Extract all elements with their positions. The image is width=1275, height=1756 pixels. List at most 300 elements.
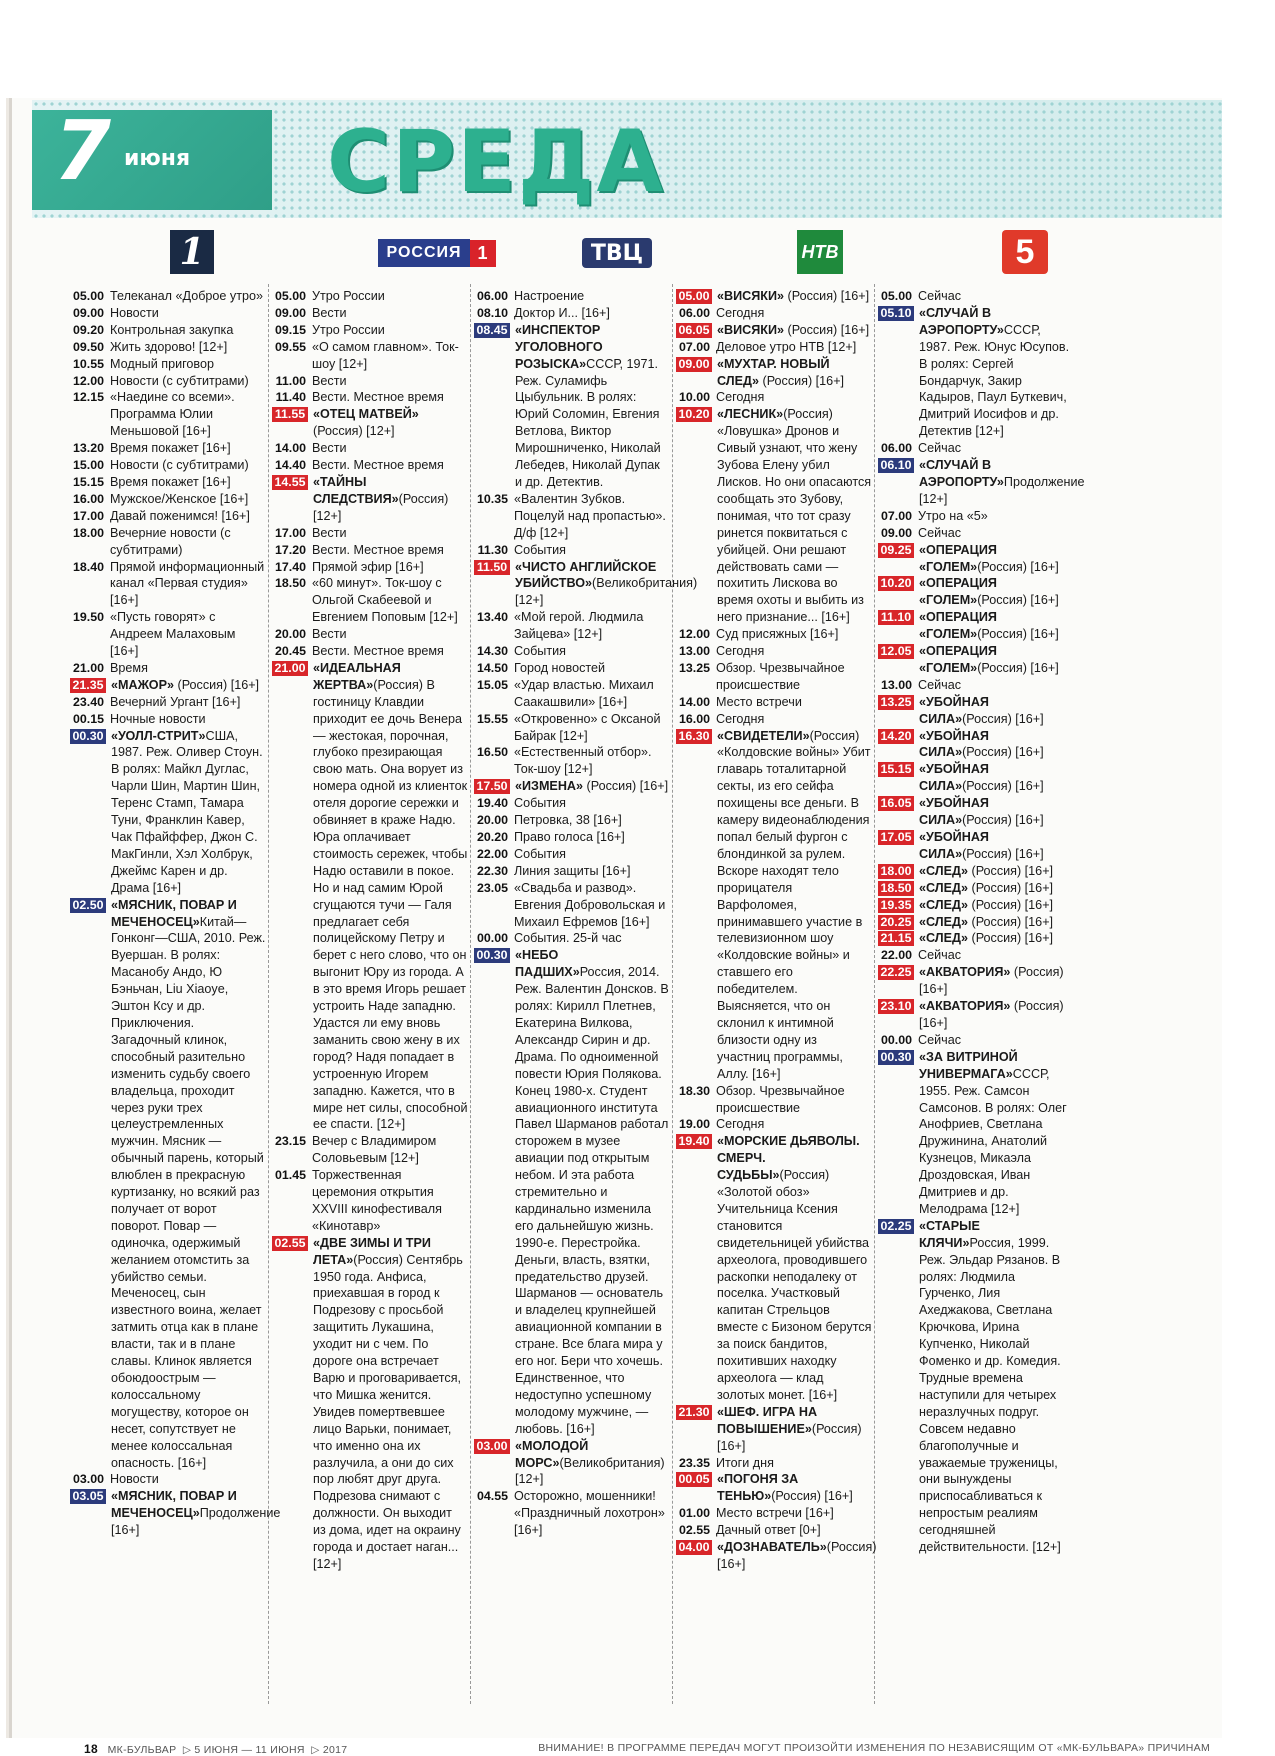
program-time: 06.00 xyxy=(678,305,710,320)
program-info xyxy=(919,1218,1074,1556)
program-description: (Россия) [16+] xyxy=(717,1421,862,1453)
program-info xyxy=(716,626,872,643)
program-entry xyxy=(878,609,1074,643)
program-title: «УБОЙНАЯ СИЛА» xyxy=(919,830,989,861)
program-description: (Россия) [16+] xyxy=(968,931,1054,946)
program-entry xyxy=(474,744,670,778)
program-title: «ОПЕРАЦИЯ «ГОЛЕМ» xyxy=(919,610,997,642)
program-entry xyxy=(272,1133,468,1167)
program-description: Сейчас xyxy=(918,525,961,540)
program-entry xyxy=(878,1032,1074,1049)
program-description: Вечерний Ургант [16+] xyxy=(110,694,241,709)
program-title: «СЛЕД» xyxy=(919,931,968,946)
program-time: 13.20 xyxy=(72,441,104,456)
program-info xyxy=(919,897,1074,914)
program-description: Вести. Местное время xyxy=(312,390,444,405)
program-description: (Россия) [16+] xyxy=(717,1540,877,1571)
rossiya-logo-text: РОССИЯ xyxy=(378,239,469,267)
program-time: 21.15 xyxy=(878,931,914,946)
program-description: Новости (с субтитрами) xyxy=(110,458,249,473)
program-description: Китай—Гонконг—США, 2010. Реж. Вуершан. В ролях: Масанобу Андо, Ю Бэньчан, Liu Xiaoye, Эштон Ксу и др. Приключения. Загадочный клинок, способный разительно изменить судьбу своего владельца, проходит через руки трех целеустремленных мужчин. Мясник — обычный парень, который влюблен в прекрасную куртизанку, но всякий раз получает от ворот поворот. Повар — одиночка, одержимый желанием отомстить за убийство семьи. Меченосец, сын известного воина, желает затмить отца как в плане власти, так и в плане славы. Клинок является обоюдоострым — колоссальному могуществу, которое он несет, сопутствует не менее колоссальная опасность. [16+] xyxy=(111,914,266,1470)
program-entry xyxy=(878,288,1074,305)
program-entry xyxy=(878,508,1074,525)
program-description: События xyxy=(514,846,566,861)
program-info xyxy=(514,930,670,947)
program-info xyxy=(313,660,468,1133)
program-info xyxy=(716,305,872,322)
program-title: «СЛУЧАЙ В АЭРОПОРТУ» xyxy=(919,458,1004,489)
program-time: 01.00 xyxy=(678,1506,710,1521)
program-info xyxy=(717,728,872,1083)
program-info xyxy=(110,389,266,440)
program-entry xyxy=(70,508,266,525)
program-entry xyxy=(878,761,1074,795)
program-time: 08.45 xyxy=(474,323,510,338)
program-description: Новости xyxy=(110,305,159,320)
program-entry xyxy=(676,626,872,643)
program-entry xyxy=(676,660,872,694)
program-description: (Россия) [16+] xyxy=(968,914,1054,929)
program-time: 16.00 xyxy=(72,491,104,506)
program-time: 15.00 xyxy=(72,458,104,473)
program-title: «ТАЙНЫ СЛЕДСТВИЯ» xyxy=(313,474,399,506)
program-time: 06.10 xyxy=(878,458,914,473)
program-info xyxy=(918,677,1074,694)
program-info xyxy=(716,660,872,694)
program-info xyxy=(514,795,670,812)
program-entry xyxy=(474,829,670,846)
program-time: 01.45 xyxy=(274,1168,306,1183)
program-time: 02.25 xyxy=(878,1219,914,1234)
program-info xyxy=(717,288,872,305)
program-entry xyxy=(878,525,1074,542)
program-description: (Россия) [12+] xyxy=(313,491,449,523)
program-info xyxy=(919,829,1074,863)
program-time: 23.05 xyxy=(476,880,508,895)
program-info xyxy=(110,322,266,339)
program-entry xyxy=(878,930,1074,947)
program-description: События xyxy=(514,542,566,557)
program-info xyxy=(515,322,670,491)
program-time: 05.10 xyxy=(878,306,914,321)
program-info xyxy=(919,575,1074,609)
program-entry xyxy=(474,1488,670,1539)
program-title: «МЯСНИК, ПОВАР И МЕЧЕНОСЕЦ» xyxy=(111,897,237,929)
program-entry xyxy=(272,288,468,305)
program-entry xyxy=(474,863,670,880)
program-info xyxy=(514,542,670,559)
program-time: 02.55 xyxy=(272,1236,308,1251)
program-entry xyxy=(676,711,872,728)
program-description: «Удар властью. Михаил Саакашвили» [16+] xyxy=(514,677,654,709)
program-title: «УБОЙНАЯ СИЛА» xyxy=(919,728,989,760)
program-info xyxy=(514,491,670,542)
program-time: 00.30 xyxy=(878,1050,914,1065)
program-time: 09.15 xyxy=(274,322,306,337)
program-description: Прямой эфир [16+] xyxy=(312,559,424,574)
program-description: (Россия) [16+] xyxy=(784,289,870,303)
program-time: 21.00 xyxy=(72,660,104,675)
schedule-column-channel-1 xyxy=(70,288,281,1539)
program-info xyxy=(716,643,872,660)
program-title: «ИНСПЕКТОР УГОЛОВНОГО РОЗЫСКА» xyxy=(515,322,603,371)
program-info xyxy=(919,728,1074,762)
program-entry xyxy=(70,1471,266,1488)
program-info xyxy=(312,525,468,542)
program-entry xyxy=(70,389,266,440)
program-entry xyxy=(676,1133,872,1404)
program-entry xyxy=(878,863,1074,880)
program-description: Прямой информационный канал «Первая студия» [16+] xyxy=(110,559,265,608)
program-description: Вечерние новости (с субтитрами) xyxy=(110,525,231,557)
program-description: Сегодня xyxy=(716,711,765,726)
column-divider xyxy=(268,284,269,1704)
program-info xyxy=(919,914,1074,931)
program-description: Вести. Местное время xyxy=(312,458,444,473)
program-time: 17.00 xyxy=(72,508,104,523)
program-time: 17.40 xyxy=(274,559,306,574)
program-description: (Россия) [16+] xyxy=(174,677,260,692)
program-time: 00.00 xyxy=(880,1032,912,1047)
program-time: 19.40 xyxy=(476,796,508,811)
program-entry xyxy=(878,643,1074,677)
program-info xyxy=(716,339,872,356)
program-info xyxy=(514,829,670,846)
program-info xyxy=(110,660,266,677)
program-description: Сегодня xyxy=(716,390,765,405)
program-time: 23.15 xyxy=(274,1134,306,1149)
program-info xyxy=(312,1167,468,1235)
program-info xyxy=(515,559,698,610)
program-description: Новости (с субтитрами) xyxy=(110,373,249,388)
program-info xyxy=(514,660,670,677)
program-title: «СТАРЫЕ КЛЯЧИ» xyxy=(919,1218,980,1250)
program-description: Время покажет [16+] xyxy=(110,474,231,489)
program-title: «ЛЕСНИК» xyxy=(717,407,784,422)
program-description: Вести xyxy=(312,627,347,642)
program-entry xyxy=(272,305,468,322)
program-description: Место встречи [16+] xyxy=(716,1506,834,1521)
program-description: Сегодня xyxy=(716,1117,765,1132)
program-time: 22.30 xyxy=(476,863,508,878)
program-description: СССР, 1987. Реж. Юнус Юсупов. В ролях: Сергей Бондарчук, Закир Кадыров, Паул Буткевич, Дмитрий Иосифов и др. Детектив [12+] xyxy=(919,322,1070,439)
program-info xyxy=(312,643,468,660)
program-entry xyxy=(676,694,872,711)
program-info xyxy=(110,305,266,322)
program-info xyxy=(717,1133,872,1404)
program-description: Настроение xyxy=(514,289,585,303)
program-info xyxy=(110,491,266,508)
program-time: 10.20 xyxy=(878,576,914,591)
program-title: «ОПЕРАЦИЯ «ГОЛЕМ» xyxy=(919,644,997,675)
program-description: Сейчас xyxy=(918,441,961,456)
program-description: (Россия) [12+] xyxy=(313,424,395,439)
program-entry xyxy=(70,474,266,491)
program-time: 09.00 xyxy=(274,305,306,320)
program-time: 13.25 xyxy=(678,660,710,675)
program-description: Право голоса [16+] xyxy=(514,830,625,844)
program-description: Доктор И... [16+] xyxy=(514,305,610,320)
program-info xyxy=(919,761,1074,795)
program-description: Петровка, 38 [16+] xyxy=(514,813,622,828)
program-info xyxy=(716,1116,872,1133)
program-description: (Россия) [16+] xyxy=(977,660,1059,675)
program-info xyxy=(514,677,670,711)
page-number: 18 xyxy=(84,1742,98,1756)
program-description: (Россия) [16+] xyxy=(784,322,870,337)
program-title: «ВИСЯКИ» xyxy=(717,322,785,337)
column-divider xyxy=(874,284,875,1704)
program-time: 17.00 xyxy=(274,525,306,540)
program-title: «УБОЙНАЯ СИЛА» xyxy=(919,694,989,726)
issue-dates: 5 ИЮНЯ — 11 ИЮНЯ xyxy=(194,1744,305,1756)
program-entry xyxy=(878,880,1074,897)
program-entry xyxy=(272,542,468,559)
program-entry xyxy=(878,305,1074,440)
program-time: 11.00 xyxy=(275,373,306,388)
program-entry xyxy=(474,846,670,863)
program-description: Сегодня xyxy=(716,305,765,320)
program-description: Продолжение [12+] xyxy=(919,474,1085,506)
program-description: Время покажет [16+] xyxy=(110,441,231,456)
program-info xyxy=(312,1133,468,1167)
program-info xyxy=(110,373,266,390)
program-time: 23.10 xyxy=(878,999,914,1014)
program-time: 13.25 xyxy=(878,695,914,710)
program-entry xyxy=(676,356,872,390)
program-entry xyxy=(272,575,468,626)
program-description: Осторожно, мошенники! «Праздничный лохотрон» [16+] xyxy=(514,1489,665,1538)
program-description: (Великобритания) [12+] xyxy=(515,576,698,608)
program-time: 05.00 xyxy=(880,289,912,303)
program-description: Вечер с Владимиром Соловьевым [12+] xyxy=(312,1134,437,1166)
program-info xyxy=(717,322,872,339)
program-time: 20.00 xyxy=(476,813,508,828)
program-time: 06.00 xyxy=(880,441,912,456)
program-title: «ОТЕЦ МАТВЕЙ» xyxy=(313,407,419,422)
program-description: Давай поженимся! [16+] xyxy=(110,508,250,523)
program-description: Жить здорово! [12+] xyxy=(110,339,228,354)
program-info xyxy=(717,1404,872,1455)
program-time: 11.40 xyxy=(275,390,306,405)
program-time: 11.30 xyxy=(477,542,508,557)
program-info xyxy=(111,677,266,694)
program-info xyxy=(312,559,468,576)
program-entry xyxy=(474,491,670,542)
program-entry xyxy=(70,373,266,390)
program-info xyxy=(919,305,1074,440)
program-info xyxy=(110,288,266,305)
program-time: 03.00 xyxy=(72,1472,104,1487)
program-time: 11.50 xyxy=(474,560,510,575)
program-entry xyxy=(70,288,266,305)
program-time: 02.55 xyxy=(678,1523,710,1538)
program-info xyxy=(919,863,1074,880)
program-entry xyxy=(70,897,266,1472)
program-info xyxy=(717,356,872,390)
program-description: Новости xyxy=(110,1472,159,1487)
program-time: 22.00 xyxy=(476,846,508,861)
program-info xyxy=(312,389,468,406)
program-time: 23.40 xyxy=(72,694,104,709)
program-entry xyxy=(676,1539,877,1573)
newspaper-page xyxy=(12,98,1222,1756)
program-title: «ПОГОНЯ ЗА ТЕНЬЮ» xyxy=(717,1472,799,1504)
program-time: 14.00 xyxy=(274,441,306,456)
program-info xyxy=(312,288,468,305)
program-title: «ВИСЯКИ» xyxy=(717,289,785,303)
program-time: 05.00 xyxy=(72,289,104,303)
program-title: «УОЛЛ-СТРИТ» xyxy=(111,728,206,743)
program-info xyxy=(514,880,670,931)
program-time: 04.55 xyxy=(476,1489,508,1504)
program-entry xyxy=(70,525,266,559)
program-info xyxy=(515,1438,670,1489)
program-description: «Свадьба и развод». Евгения Добровольская и Михаил Ефремов [16+] xyxy=(514,880,666,929)
program-info xyxy=(110,457,266,474)
program-entry xyxy=(474,778,670,795)
program-description: «О самом главном». Ток-шоу [12+] xyxy=(312,339,459,371)
column-divider xyxy=(672,284,673,1704)
program-description: Обзор. Чрезвычайное происшествие xyxy=(716,660,845,692)
program-description: (Россия) [16+] xyxy=(977,627,1059,642)
program-title: «ОПЕРАЦИЯ «ГОЛЕМ» xyxy=(919,576,997,608)
program-info xyxy=(919,1049,1074,1218)
program-time: 18.00 xyxy=(878,864,914,879)
program-info xyxy=(716,694,872,711)
program-time: 15.15 xyxy=(878,762,914,777)
program-entry xyxy=(474,609,670,643)
program-title: «НЕБО ПАДШИХ» xyxy=(515,948,580,980)
program-description: Сегодня xyxy=(716,644,765,659)
program-title: «ИЗМЕНА» xyxy=(515,779,584,794)
program-entry xyxy=(676,1522,872,1539)
program-title: «УБОЙНАЯ СИЛА» xyxy=(919,762,989,794)
changes-notice: ВНИМАНИЕ! В ПРОГРАММЕ ПЕРЕДАЧ МОГУТ ПРОИЗОЙТИ ИЗМЕНЕНИЯ ПО НЕЗАВИСЯЩИМ ОТ «МК-БУЛЬВАРА» ПРИЧИНАМ xyxy=(538,1742,1210,1754)
program-info xyxy=(312,440,468,457)
program-entry xyxy=(70,711,266,728)
program-entry xyxy=(676,1116,872,1133)
program-entry xyxy=(676,288,872,305)
program-time: 21.30 xyxy=(676,1405,712,1420)
program-description: Вести xyxy=(312,441,347,456)
program-title: «АКВАТОРИЯ» xyxy=(919,965,1011,980)
program-info xyxy=(919,542,1074,576)
program-info xyxy=(514,863,670,880)
program-entry xyxy=(70,1488,281,1539)
program-time: 17.50 xyxy=(474,779,510,794)
program-time: 21.00 xyxy=(272,661,308,676)
program-description: События. 25-й час xyxy=(514,931,622,946)
program-info xyxy=(313,406,468,440)
program-time: 09.20 xyxy=(72,322,104,337)
program-description: Суд присяжных [16+] xyxy=(716,627,839,642)
program-info xyxy=(110,694,266,711)
program-info xyxy=(514,812,670,829)
program-info xyxy=(919,457,1085,508)
program-time: 23.35 xyxy=(678,1455,710,1470)
program-description: Торжественная церемония открытия XXVIII кинофестиваля «Кинотавр» xyxy=(312,1168,442,1233)
program-description: «Мой герой. Людмила Зайцева» [12+] xyxy=(514,610,644,642)
page-footer: 18 МК-БУЛЬВАР ▷ 5 ИЮНЯ — 11 ИЮНЯ ▷ 2017 ВНИМАНИЕ! В ПРОГРАММЕ ПЕРЕДАЧ МОГУТ ПРОИЗОЙТИ ИЗМЕНЕНИЯ ПО НЕЗАВИСЯЩИМ ОТ «МК-БУЛЬВАРА» ПРИЧИНАМ xyxy=(84,1742,1210,1756)
program-description: (Великобритания) [12+] xyxy=(515,1455,665,1487)
program-entry xyxy=(272,440,468,457)
program-info xyxy=(110,711,266,728)
program-time: 17.05 xyxy=(878,830,914,845)
program-entry xyxy=(272,457,468,474)
program-description: (Россия) Сентябрь 1950 года. Анфиса, приехавшая в город к Подрезову с просьбой защитить Лукашина, уходит ни с чем. По дороге она встречает Варю и проговаривается, что Мишка женится. Увидев помертвевшее лицо Варьки, понимает, что именно она их разлучила, а они до сих пор любят друг друга. Подрезова снимают с должности. Он выходит из дома, идет на окраину города и достает наган... [12+] xyxy=(313,1252,463,1571)
program-title: «СВИДЕТЕЛИ» xyxy=(717,728,810,743)
day-title: СРЕДА xyxy=(327,112,666,212)
program-info xyxy=(313,1235,468,1573)
program-time: 14.20 xyxy=(878,729,914,744)
program-info xyxy=(919,964,1074,998)
program-description: Место встречи xyxy=(716,694,802,709)
program-info xyxy=(312,339,468,373)
program-entry xyxy=(474,305,670,322)
channel-rossiya1-logo-icon xyxy=(372,238,502,268)
program-description: Вести. Местное время xyxy=(312,644,444,659)
program-time: 00.30 xyxy=(70,729,106,744)
program-info xyxy=(717,1471,872,1505)
program-time: 14.50 xyxy=(476,660,508,675)
program-description: Сейчас xyxy=(918,1032,961,1047)
program-title: «ОПЕРАЦИЯ «ГОЛЕМ» xyxy=(919,542,997,574)
program-info xyxy=(110,339,266,356)
program-entry xyxy=(474,711,670,745)
program-info xyxy=(919,880,1074,897)
program-info xyxy=(312,322,468,339)
program-time: 19.50 xyxy=(72,610,104,625)
program-time: 20.00 xyxy=(274,627,306,642)
program-time: 06.00 xyxy=(476,289,508,303)
program-info xyxy=(716,711,872,728)
program-entry xyxy=(474,880,670,931)
program-entry xyxy=(70,356,266,373)
program-title: «ЧИСТО АНГЛИЙСКОЕ УБИЙСТВО» xyxy=(515,559,657,591)
program-entry xyxy=(474,542,670,559)
program-entry xyxy=(878,829,1074,863)
program-description: СССР, 1971. Реж. Суламифь Цыбульник. В ролях: Юрий Соломин, Евгения Ветлова, Виктор Мирошниченко, Николай Лебедев, Николай Дупак и др. Детектив. xyxy=(515,356,661,489)
date-month: июня xyxy=(124,146,191,171)
program-description: «60 минут». Ток-шоу с Ольгой Скабеевой и Евгением Поповым [12+] xyxy=(312,576,458,625)
program-time: 10.00 xyxy=(678,390,710,405)
program-time: 16.30 xyxy=(676,729,712,744)
program-entry xyxy=(878,728,1074,762)
program-entry xyxy=(272,322,468,339)
program-entry xyxy=(676,1404,872,1455)
program-title: «ШЕФ. ИГРА НА ПОВЫШЕНИЕ» xyxy=(717,1404,818,1436)
program-time: 09.50 xyxy=(72,339,104,354)
program-entry xyxy=(878,694,1074,728)
program-info xyxy=(514,609,670,643)
program-info xyxy=(717,1539,877,1573)
program-entry xyxy=(474,643,670,660)
program-title: «МОРСКИЕ ДЬЯВОЛЫ. СМЕРЧ. СУДЬБЫ» xyxy=(717,1134,860,1183)
program-time: 00.05 xyxy=(676,1472,712,1487)
program-info xyxy=(515,947,670,1437)
program-info xyxy=(514,305,670,322)
program-description: Телеканал «Доброе утро» xyxy=(110,289,264,303)
program-time: 22.00 xyxy=(880,948,912,963)
channel-5-logo-icon: 5 xyxy=(1002,230,1048,274)
program-description: Россия, 1999. Реж. Эльдар Рязанов. В ролях: Людмила Гурченко, Лия Ахеджакова, Светлана Крючкова, Ирина Купченко, Николай Фоменко и др. Комедия. Трудные времена наступили для четырех неразлучных подруг. Совсем недавно благополучные и уважаемые труженицы, они вынуждены приспосабливаться к непростым реалиям сегодняшней действительности. [12+] xyxy=(919,1235,1061,1555)
program-info xyxy=(110,474,266,491)
program-info xyxy=(514,288,670,305)
program-description: Вести xyxy=(312,525,347,540)
program-info xyxy=(110,1471,266,1488)
program-description: (Россия) «Золотой обоз» Учительница Ксения становится свидетельницей убийства археолога, проводившего раскопки неподалеку от поселка. Участковый капитан Стрельцов вместе с Бизоном берутся за поиск бандитов, похитивших находку археолога — клад золотых монет. [16+] xyxy=(717,1168,872,1402)
